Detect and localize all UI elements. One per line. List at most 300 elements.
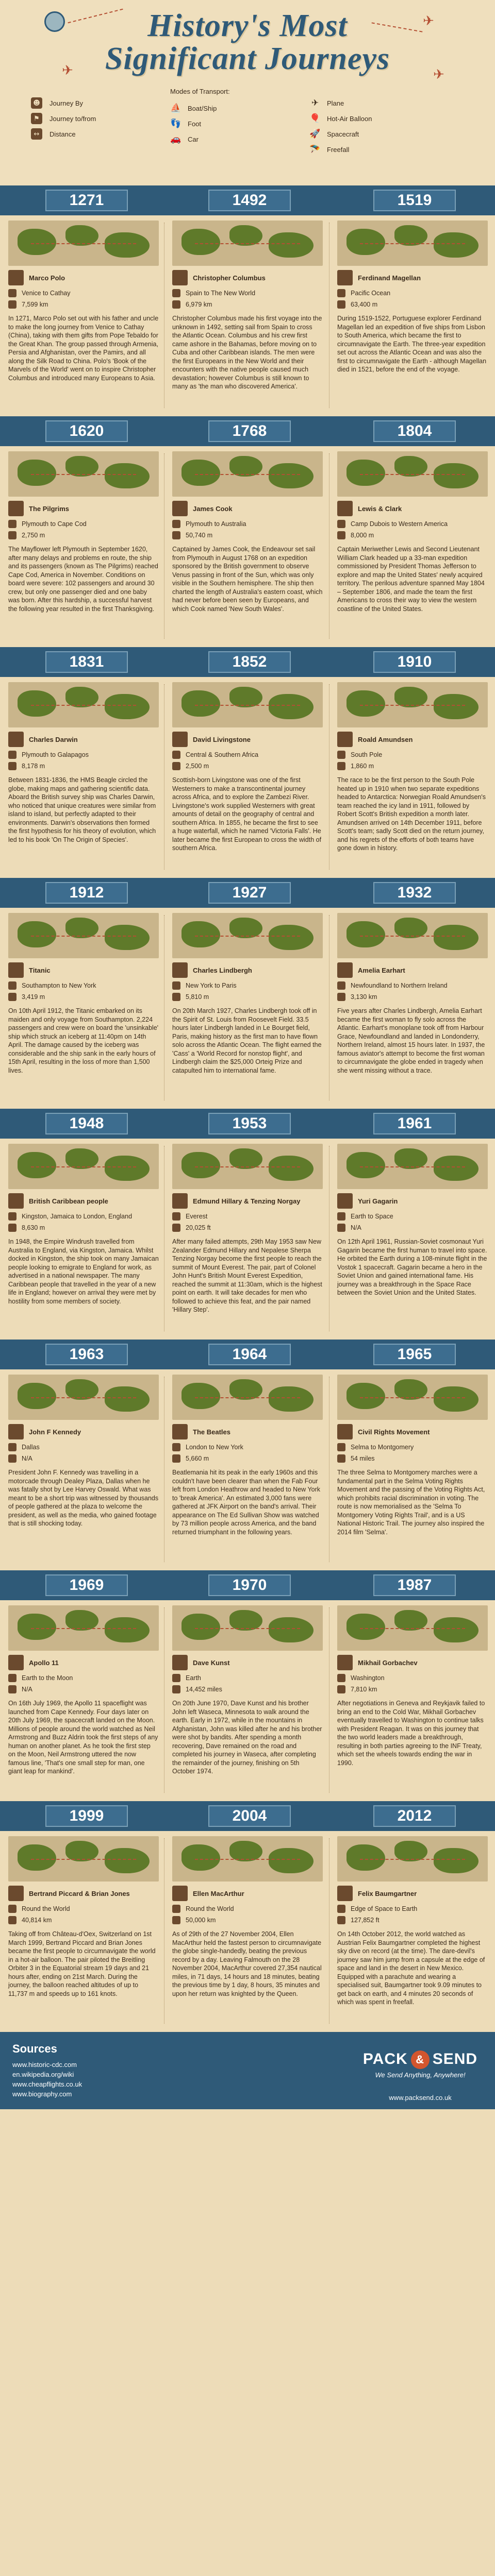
journey-name: Ferdinand Magellan [358, 274, 421, 282]
journey-route-text: Spain to The New World [186, 290, 256, 297]
legend-key-label: Journey to/from [50, 114, 96, 123]
journey-description: After many failed attempts, 29th May 1953 saw New Zealander Edmund Hillary and Nepalese Sherpa Tenzing Norgay become the first people to reach the summit of Mount Everest. The pair, part of Colonel John Hunt's British Mount Everest Expedition, reached the summit at 11:30am, which is the highest point on earth. It will take decades for men who followed to achieve this feat, and the pair named 'Hillary Step'. [172, 1238, 322, 1313]
land-mass [434, 1617, 479, 1642]
transport-item [170, 100, 230, 116]
portrait-icon [172, 962, 188, 978]
ruler-icon [8, 1685, 16, 1693]
route-map [172, 1375, 323, 1420]
journey-distance [337, 1914, 488, 1926]
transport-label: Freefall [327, 145, 350, 154]
journey-name: Christopher Columbus [193, 274, 266, 282]
journey-route [8, 980, 159, 991]
journey-meta [8, 287, 159, 310]
journey-route-text: Kingston, Jamaica to London, England [22, 1213, 133, 1220]
journey-meta [172, 518, 323, 541]
journey-distance [172, 1222, 323, 1233]
transport-item [170, 131, 230, 147]
portrait-icon [337, 1193, 353, 1209]
journey-person [8, 732, 159, 747]
ruler-icon: ↔ [31, 128, 42, 140]
journey-distance [172, 1684, 323, 1695]
route-map [8, 1375, 159, 1420]
journey-name: Marco Polo [29, 274, 65, 282]
journey-route-text: Central & Southern Africa [186, 751, 259, 758]
journey-description: Scottish-born Livingstone was one of the first Westerners to make a transcontinental journey across Africa, and to explore the Zambezi River. Livingstone's work supplied Westerners with great amounts of detail on the geography of central and southern Africa. In 1855, he became the first to see a huge waterfall, which he named 'Victoria Falls'. He later became the first European to cross the width of southern Africa. [172, 776, 322, 852]
route-path [31, 936, 136, 937]
journey-distance [172, 530, 323, 541]
journey-name: Lewis & Clark [358, 504, 402, 513]
journey-person [337, 1424, 488, 1439]
transport-item [309, 95, 372, 111]
portrait-icon [337, 1424, 353, 1439]
year-badge: 1804 [373, 420, 456, 442]
route-map [8, 451, 159, 497]
route-path [360, 936, 465, 937]
journey-route [337, 1211, 488, 1222]
journey-distance-text: 8,178 m [22, 762, 45, 770]
journey-description: Taking off from Château-d'Oex, Switzerland on 1st March 1999, Bertrand Piccard and Brian Jones became the first people to circumnavigate the world in a hot-air balloon. The pair piloted the Breitling Orbiter 3 in the Equatorial stream 19 days and 21 hours after, ending on 21st March. During the journey, the balloon reached altitudes of up to 11,737 m and speeds up to 161 knots. [8, 1930, 156, 1997]
brand-ampersand: & [411, 2050, 430, 2069]
land-mass [182, 460, 221, 486]
journey-route-text: Earth [186, 1674, 201, 1682]
journey-distance [337, 530, 488, 541]
timeline-row [0, 647, 495, 878]
journey-route [337, 1903, 488, 1914]
route-path [31, 1397, 136, 1398]
journey-distance [337, 1453, 488, 1464]
ruler-icon [337, 300, 345, 309]
journey-route-text: London to New York [186, 1444, 243, 1451]
journey-person [172, 1193, 323, 1209]
journey-description: The three Selma to Montgomery marches were a fundamental part in the Selma Voting Rights Movement and the passing of the Voting Rights Act, which prohibits racial discrimination in voting. The route is now memorialised as the 'Selma To Montgomery Voting Rights Trail', and is a US National Historic Trail. The journey also inspired the 2014 film 'Selma'. [337, 1469, 485, 1536]
journey-card [337, 913, 488, 1075]
year-badge: 1964 [208, 1344, 291, 1365]
legend-keys [31, 95, 96, 142]
land-mass [105, 1617, 150, 1642]
portrait-icon [337, 732, 353, 747]
year-badge: 1912 [45, 882, 128, 904]
year-badge: 1768 [208, 420, 291, 442]
legend-key [31, 95, 96, 111]
source-link[interactable]: www.cheapflights.co.uk [12, 2080, 82, 2088]
land-mass [434, 694, 479, 719]
portrait-icon [172, 1655, 188, 1670]
land-mass [182, 1152, 221, 1178]
land-mass [269, 694, 314, 719]
transport-item [309, 111, 372, 126]
journey-distance-text: 3,419 m [22, 993, 45, 1001]
land-mass [269, 925, 314, 950]
year-badge: 1961 [373, 1113, 456, 1134]
land-mass [346, 229, 386, 255]
transport-label: Boat/Ship [188, 104, 217, 112]
journey-distance [337, 299, 488, 310]
route-map [172, 1605, 323, 1651]
timeline-bar [0, 647, 495, 677]
journey-name: Felix Baumgartner [358, 1889, 417, 1897]
land-mass [269, 232, 314, 258]
journey-person [337, 270, 488, 285]
journey-route [337, 980, 488, 991]
timeline-bar [0, 1340, 495, 1369]
route-path [31, 1166, 136, 1167]
pin-icon [8, 1212, 16, 1221]
journey-distance-text: N/A [22, 1455, 32, 1462]
journey-route-text: New York to Paris [186, 982, 237, 989]
journey-distance-text: 2,750 m [22, 532, 45, 539]
boat-icon: ⛵ [170, 103, 182, 113]
land-mass [269, 1617, 314, 1642]
journey-distance-text: 127,852 ft [351, 1917, 380, 1924]
route-map [337, 1144, 488, 1189]
route-map [337, 1836, 488, 1882]
journey-person [337, 1655, 488, 1670]
route-map [172, 1144, 323, 1189]
journey-person [337, 962, 488, 978]
journey-meta [8, 518, 159, 541]
journey-distance [172, 991, 323, 1003]
journey-distance [8, 1684, 159, 1695]
journey-person [8, 1886, 159, 1901]
journey-distance-text: 5,660 m [186, 1455, 209, 1462]
portrait-icon [337, 1655, 353, 1670]
journey-card [172, 682, 323, 853]
journey-distance-text: 6,979 km [186, 301, 212, 308]
portrait-icon [337, 1886, 353, 1901]
journey-card [337, 1144, 488, 1297]
journey-distance [8, 760, 159, 772]
journey-person [337, 501, 488, 516]
journey-route [8, 749, 159, 760]
journey-meta [8, 1442, 159, 1464]
route-path [360, 1166, 465, 1167]
ruler-icon [172, 1454, 180, 1463]
legend-key-label: Journey By [50, 99, 84, 107]
land-mass [269, 1156, 314, 1181]
journey-route-text: Round the World [22, 1905, 70, 1912]
journey-distance-text: 2,500 m [186, 762, 209, 770]
land-mass [105, 1386, 150, 1412]
transport-label: Plane [327, 99, 344, 107]
journey-description: On 12th April 1961, Russian-Soviet cosmonaut Yuri Gagarin became the first human to travel into space. He orbited the Earth during a 108-minute flight in the Vostok 1 spacecraft. Gagarin became a hero in the Soviet Union and gained international fame. His journey was a breakthrough in the Space Race between the Soviet Union and the United States. [337, 1238, 487, 1296]
timeline-row [0, 1340, 495, 1570]
journey-distance-text: N/A [22, 1686, 32, 1693]
journey-name: Bertrand Piccard & Brian Jones [29, 1889, 130, 1897]
journey-distance-text: 7,599 km [22, 301, 48, 308]
pin-icon [337, 520, 345, 528]
journey-person [337, 1886, 488, 1901]
journey-description: The Mayflower left Plymouth in September 1620, after many delays and problems en route, the ship and its passengers (known as The Pilgrims) reached Cape Cod, America in November. Conditions on board were severe: 102 passengers and around 30 crew, but only one passenger died and one baby was born. After this hardship, a successful harvest the following year resulted in the first Thanksgiving. [8, 546, 158, 613]
timeline-bar [0, 1801, 495, 1831]
journey-card [337, 682, 488, 853]
journey-distance-text: 5,810 m [186, 993, 209, 1001]
ruler-icon [8, 300, 16, 309]
journey-route-text: Camp Dubois to Western America [351, 520, 448, 528]
journey-card [337, 1836, 488, 2007]
portrait-icon [172, 1424, 188, 1439]
year-badge: 1999 [45, 1805, 128, 1827]
journey-route [337, 1672, 488, 1684]
journey-distance [8, 1453, 159, 1464]
brand-name-right: SEND [432, 2050, 478, 2067]
journey-description: The race to be the first person to the South Pole heated up in 1910 when two separate expeditions headed to Antarctica: Norwegian Roald Amundsen's team reached the icy land in 1911, followed by Robert Scott's British expedition a month later. Amundsen arrived on 14th December 1911, before Scott's team; sadly Scott died on the return journey, and his regrets of the efforts of both teams have gone down in history. [337, 776, 486, 852]
year-badge: 1910 [373, 651, 456, 673]
plane-icon: ✈ [433, 67, 444, 82]
year-badge: 1932 [373, 882, 456, 904]
journey-person [8, 501, 159, 516]
portrait-icon [172, 270, 188, 285]
land-mass [105, 232, 150, 258]
land-mass [182, 921, 221, 947]
journey-description: After negotiations in Geneva and Reykjavik failed to bring an end to the Cold War, Mikhail Gorbachev eventually travelled to Washington to continue talks with President Reagan. It was on this journey that the two world leaders made a breakthrough, resulting in both parties agreeing to the INF Treaty, which set the wheels towards ending the war in 1990. [337, 1700, 485, 1767]
journey-distance-text: 3,130 km [351, 993, 377, 1001]
journey-meta [337, 749, 488, 772]
journey-route-text: Earth to the Moon [22, 1674, 73, 1682]
route-map [337, 221, 488, 266]
portrait-icon [337, 962, 353, 978]
parachute-icon: 🪂 [309, 144, 321, 155]
journey-description: In 1948, the Empire Windrush travelled from Australia to England, via Kingston, Jamaica. Whilst docked in Kingston, the ship took on many Jamaican people looking to emigrate to England for work, as advertised in a national newspaper. The many Caribbean people that travelled in the year of a new life in England; however on arrival they were met by hostility from some members of society. [8, 1238, 159, 1305]
route-map [337, 451, 488, 497]
journey-distance [337, 991, 488, 1003]
pin-icon [337, 1443, 345, 1451]
land-mass [18, 1844, 57, 1871]
pin-icon [337, 981, 345, 990]
route-map [8, 1836, 159, 1882]
journey-route-text: Everest [186, 1213, 208, 1220]
source-link[interactable]: www.historic-cdc.com [12, 2061, 77, 2069]
year-badge: 2004 [208, 1805, 291, 1827]
journey-person [172, 732, 323, 747]
pin-icon [8, 1674, 16, 1682]
journey-route [172, 1442, 323, 1453]
portrait-icon [8, 501, 24, 516]
journey-route-text: Southampton to New York [22, 982, 96, 989]
journey-description: As of 29th of the 27 November 2004, Ellen MacArthur held the fastest person to circumnavigate the globe single-handedly, beating the previous record by a day. Leaving Falmouth on the 28 November 2004, MacArthur covered 27,354 nautical miles, in 71 days, 14 hours and 18 minutes, beating the previous time by 1 day, 8 hours, 35 minutes and upon her return was knighted by the Queen. [172, 1930, 322, 1997]
land-mass [105, 1156, 150, 1181]
land-mass [346, 690, 386, 717]
title-line-2: Significant Journeys [105, 41, 390, 76]
year-badge: 1620 [45, 420, 128, 442]
transport-label: Hot-Air Balloon [327, 114, 372, 123]
plane-icon: ✈ [423, 13, 434, 29]
journey-distance-text: 8,630 m [22, 1224, 45, 1231]
page-title [0, 9, 495, 75]
journey-route [337, 287, 488, 299]
route-path [195, 243, 300, 244]
route-path [360, 474, 465, 475]
year-badge: 1831 [45, 651, 128, 673]
route-path [195, 1397, 300, 1398]
pin-icon [172, 1905, 180, 1913]
spacecraft-icon: 🚀 [309, 129, 321, 139]
journey-route [172, 518, 323, 530]
legend-key [31, 126, 96, 142]
journey-meta [337, 287, 488, 310]
route-map [337, 682, 488, 727]
land-mass [18, 1152, 57, 1178]
transport-label: Car [188, 135, 199, 143]
portrait-icon [172, 1886, 188, 1901]
transport-item [309, 142, 372, 157]
pin-icon [172, 1674, 180, 1682]
pin-icon [8, 981, 16, 990]
journey-distance [8, 1222, 159, 1233]
journey-route-text: Selma to Montgomery [351, 1444, 414, 1451]
journey-person [172, 1655, 323, 1670]
journey-meta [172, 749, 323, 772]
transport-heading: Modes of Transport: [170, 88, 230, 95]
ruler-icon [337, 1454, 345, 1463]
journey-route-text: South Pole [351, 751, 383, 758]
journey-route-text: Earth to Space [351, 1213, 393, 1220]
journey-route-text: Pacific Ocean [351, 290, 391, 297]
journey-route-text: Edge of Space to Earth [351, 1905, 418, 1912]
journey-meta [8, 1211, 159, 1233]
portrait-icon [337, 270, 353, 285]
ruler-icon [172, 993, 180, 1001]
journey-person [337, 732, 488, 747]
journey-card [172, 913, 323, 1075]
pin-icon [172, 520, 180, 528]
ruler-icon [337, 531, 345, 539]
year-badge: 1987 [373, 1574, 456, 1596]
journey-name: John F Kennedy [29, 1428, 81, 1436]
route-path [360, 243, 465, 244]
land-mass [434, 1848, 479, 1873]
journey-name: Civil Rights Movement [358, 1428, 430, 1436]
route-map [172, 913, 323, 958]
timeline-bar [0, 1570, 495, 1600]
pin-icon [337, 751, 345, 759]
year-badge: 2012 [373, 1805, 456, 1827]
journey-card [8, 1836, 159, 1998]
journey-meta [8, 1903, 159, 1926]
ruler-icon [8, 1916, 16, 1924]
land-mass [105, 694, 150, 719]
journey-description: President John F. Kennedy was travelling in a motorcade through Dealey Plaza, Dallas when he was fatally shot by Lee Harvey Oswald. What was meant to be a short trip was witnessed by thousands of people gathered at the plaza to welcome the president, as well as the media, who gained footage that is still shocking today. [8, 1469, 159, 1527]
journey-route [172, 749, 323, 760]
ruler-icon [337, 1685, 345, 1693]
land-mass [434, 1156, 479, 1181]
journey-route [8, 1672, 159, 1684]
journey-meta [172, 1442, 323, 1464]
timeline-bar [0, 416, 495, 446]
legend-transport-2 [309, 95, 372, 157]
journey-route-text: Plymouth to Galapagos [22, 751, 89, 758]
journey-person [337, 1193, 488, 1209]
journey-card [172, 1375, 323, 1536]
land-mass [105, 925, 150, 950]
journey-route [8, 1442, 159, 1453]
footer [0, 2032, 495, 2109]
timeline-bar [0, 1109, 495, 1139]
sources-title: Sources [12, 2042, 57, 2055]
journey-distance [8, 530, 159, 541]
journey-name: Mikhail Gorbachev [358, 1658, 418, 1667]
route-path [195, 936, 300, 937]
journey-person [172, 270, 323, 285]
source-link[interactable]: www.biography.com [12, 2090, 72, 2098]
land-mass [434, 1386, 479, 1412]
pin-icon [337, 1905, 345, 1913]
ruler-icon [172, 531, 180, 539]
journey-meta [8, 980, 159, 1003]
timeline-row [0, 185, 495, 416]
journey-name: The Beatles [193, 1428, 230, 1436]
journey-route [172, 1903, 323, 1914]
land-mass [346, 921, 386, 947]
journey-card [172, 221, 323, 391]
journey-distance [337, 760, 488, 772]
route-path [31, 474, 136, 475]
route-map [172, 682, 323, 727]
journey-meta [172, 1903, 323, 1926]
ruler-icon [337, 1224, 345, 1232]
journey-description: Captain Meriwether Lewis and Second Lieutenant William Clark headed up a 33-man expedition commissioned by President Thomas Jefferson to explore and map the United States' newly acquired territory. The perilous adventure spanned May 1804 – September 1806, and made the team the first Americans to cross their way to view the western coastline of the United States. [337, 546, 485, 613]
route-path [360, 1859, 465, 1860]
journey-distance-text: N/A [351, 1224, 361, 1231]
journey-card [172, 1605, 323, 1776]
journey-distance-text: 20,025 ft [186, 1224, 211, 1231]
year-badge: 1948 [45, 1113, 128, 1134]
ruler-icon [337, 762, 345, 770]
portrait-icon [172, 732, 188, 747]
journey-card [337, 221, 488, 374]
journey-meta [337, 1903, 488, 1926]
journey-meta [172, 287, 323, 310]
land-mass [346, 1614, 386, 1640]
journey-meta [172, 1672, 323, 1695]
portrait-icon [8, 732, 24, 747]
route-map [172, 221, 323, 266]
journey-card [8, 913, 159, 1075]
journey-meta [337, 1211, 488, 1233]
ruler-icon [8, 762, 16, 770]
legend-key-label: Distance [50, 130, 76, 138]
land-mass [18, 460, 57, 486]
journey-meta [337, 1672, 488, 1695]
ruler-icon [8, 993, 16, 1001]
land-mass [269, 1848, 314, 1873]
journey-route-text: Dallas [22, 1444, 40, 1451]
source-link[interactable]: en.wikipedia.org/wiki [12, 2071, 74, 2078]
journey-route-text: Round the World [186, 1905, 234, 1912]
journey-route-text: Newfoundland to Northern Ireland [351, 982, 448, 989]
journey-description: On 20th March 1927, Charles Lindbergh took off in the Spirit of St. Louis from Roosevelt Field. 33.5 hours later Lindbergh landed in Le Bourget field, Paris, making history as the first man to have flown solo across the Atlantic Ocean. The flight earned the 'Cass' a 'World Record for nonstop flight', and Lindbergh claim the $25,000 Orteig Prize and catapulted him to international fame. [172, 1007, 322, 1074]
pin-icon [8, 289, 16, 297]
ruler-icon [337, 993, 345, 1001]
land-mass [346, 1844, 386, 1871]
ruler-icon [172, 1916, 180, 1924]
journey-name: The Pilgrims [29, 504, 70, 513]
journey-name: Charles Darwin [29, 735, 78, 743]
journey-distance-text: 54 miles [351, 1455, 375, 1462]
website-link[interactable]: www.packsend.co.uk [389, 2094, 452, 2102]
portrait-icon [8, 1424, 24, 1439]
transport-label: Foot [188, 120, 202, 128]
journey-distance [337, 1684, 488, 1695]
land-mass [434, 463, 479, 488]
ruler-icon [337, 1916, 345, 1924]
ruler-icon [172, 762, 180, 770]
portrait-icon [8, 1655, 24, 1670]
portrait-icon [172, 1193, 188, 1209]
journey-name: Titanic [29, 966, 51, 974]
journey-description: On 10th April 1912, the Titanic embarked on its maiden and only voyage from Southampton. 2,224 passengers and crew were on board the 'unsinkable' ship which struck an iceberg at 11:40pm on 14th April. The damage caused by the iceberg was considerable and the ship sank in the early hours of 15th April, resulting in the loss of more than 1,500 lives. [8, 1007, 159, 1074]
route-path [195, 1859, 300, 1860]
pin-icon [337, 1212, 345, 1221]
